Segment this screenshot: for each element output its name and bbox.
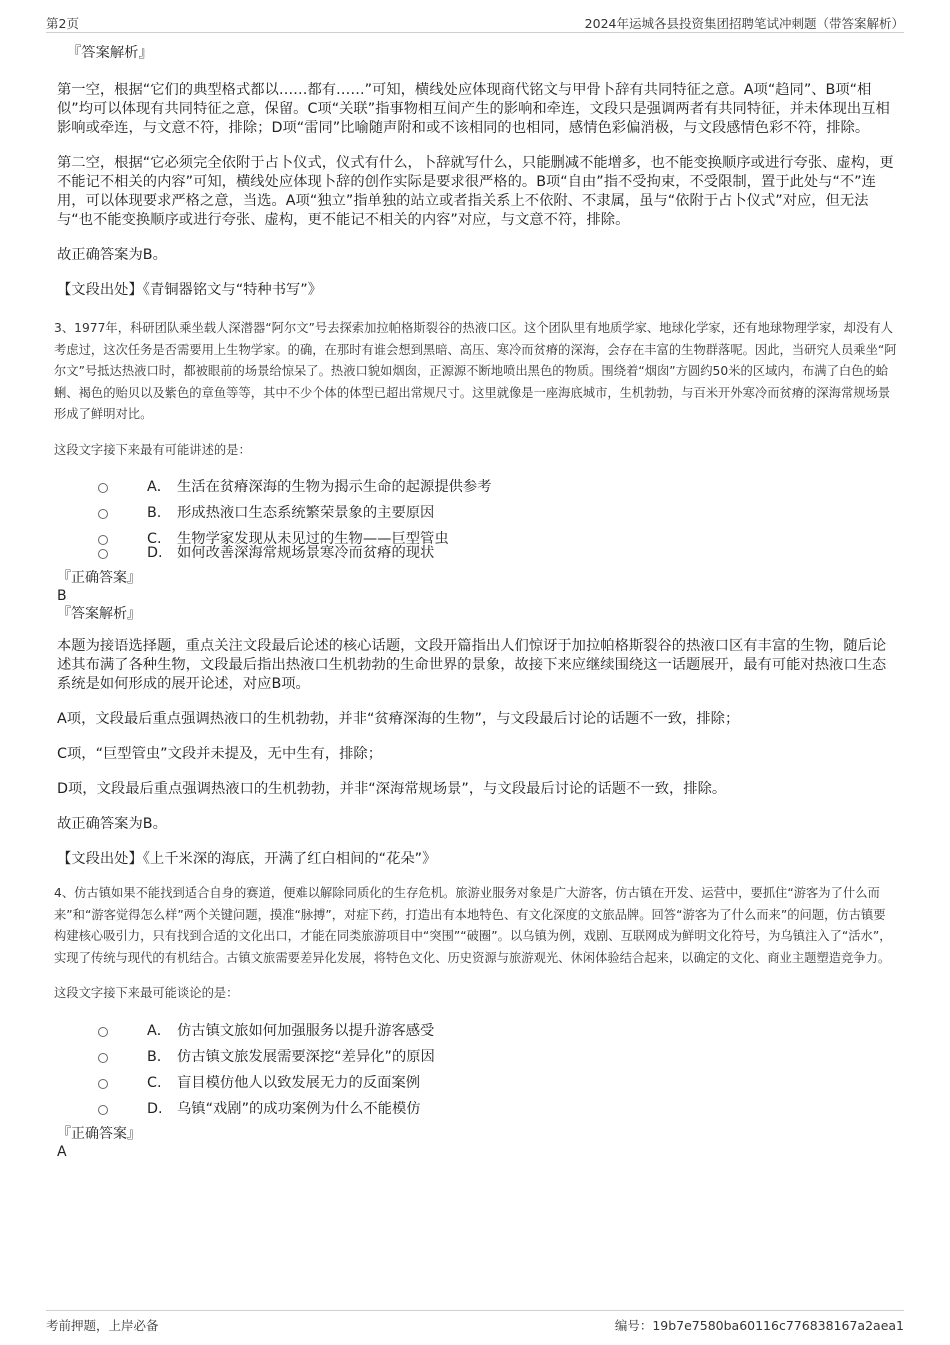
document-id: 编号：19b7e7580ba60116c776838167a2aea1: [614, 1318, 904, 1333]
page-footer: [46, 1310, 904, 1333]
question-passage: 4、仿古镇如果不能找到适合自身的赛道，便难以解除同质化的生存危机。旅游业服务对象是广大游客，仿古镇在开发、运营中，要抓住“游客为了什么而来”和“游客觉得怎么样”两个关键问题，摸准“脉搏”，对症下药，打造出有本地特色、有文化深度的文旅品牌。回答“游客为了什么而来”的问题，仿古镇要构建核心吸引力，只有找到合适的文化出口，才能在同类旅游项目中“突围”“破圈”。以乌镇为例，戏剧、互联网成为鲜明文化符号，为乌镇注入了“活水”，实现了传统与现代的有机结合。古镇文旅需要差异化发展，将特色文化、历史资源与旅游观光、休闲体验结合起来，以确定的文化、商业主题塑造竞争力。: [54, 886, 892, 965]
answer-value: A: [57, 1143, 67, 1160]
analysis-paragraph: 第一空，根据“它们的典型格式都以……都有……”可知，横线处应体现商代铭文与甲骨卜辞有共同特征之意。A项“趋同”、B项“相似”均可以体现有共同特征之意，保留。C项“关联”指事物相互间产生的影响和牵连，文段只是强调两者有共同特征，并未体现出互相影响或牵连，与文意不符，排除；D项“雷同”比喻随声附和或不该相同的也相同，感情色彩偏消极，与文段感情色彩不符，排除。: [57, 82, 890, 136]
source: 【文段出处】《上千米深的海底，开满了红白相间的“花朵”》: [57, 851, 437, 867]
question-prompt: 这段文字接下来最有可能讲述的是：: [54, 442, 251, 457]
options-list: [57, 1021, 897, 1125]
conclusion: 故正确答案为B。: [57, 247, 167, 263]
analysis-label: 『答案解析』: [57, 606, 141, 622]
option-a[interactable]: A． 仿古镇文旅如何加强服务以提升游客感受: [57, 1021, 897, 1047]
analysis-label: 『答案解析』: [67, 45, 153, 61]
radio-icon[interactable]: [98, 1079, 108, 1089]
options-list: [57, 477, 897, 569]
radio-icon[interactable]: [98, 509, 108, 519]
radio-icon[interactable]: [98, 483, 108, 493]
conclusion: 故正确答案为B。: [57, 816, 167, 832]
source: 【文段出处】《青铜器铭文与“特种书写”》: [57, 282, 323, 298]
question-passage: 3、1977年，科研团队乘坐载人深潜器“阿尔文”号去探索加拉帕格斯裂谷的热液口区。这个团队里有地质学家、地球化学家，还有地球物理学家，却没有人考虑过，这次任务是否需要用上生物学家。的确，在那时有谁会想到黑暗、高压、寒冷而贫瘠的深海，会存在丰富的生物群落呢。因此，当研究人员乘坐“阿尔文”号抵达热液口时，都被眼前的场景给惊呆了。热液口貌如烟囱，正源源不断地喷出黑色的物质。围绕着“烟囱”方圆约50米的区域内，布满了白色的蛤蜊、褐色的贻贝以及紫色的章鱼等等，其中不少个体的体型已超出常规尺寸。这里就像是一座海底城市，生机勃勃，与百米开外寒冷而贫瘠的深海常规场景形成了鲜明对比。: [54, 321, 897, 421]
option-d[interactable]: D. 乌镇“戏剧”的成功案例为什么不能模仿: [57, 1099, 897, 1125]
question-prompt: 这段文字接下来最可能谈论的是：: [54, 986, 239, 1000]
analysis-paragraph: D项，文段最后重点强调热液口的生机勃勃，并非“深海常规场景”，与文段最后讨论的话题不一致，排除。: [57, 781, 727, 797]
analysis-paragraph: 本题为接语选择题，重点关注文段最后论述的核心话题，文段开篇指出人们惊讶于加拉帕格斯裂谷的热液口区有丰富的生物，随后论述其布满了各种生物，文段最后指出热液口生机勃勃的生命世界的景象，故接下来应继续围绕这一话题展开，最有可能对热液口生态系统是如何形成的展开论述，对应B项。: [57, 638, 887, 692]
answer-label: 『正确答案』: [57, 1125, 141, 1142]
page-header: [46, 12, 904, 33]
analysis-paragraph: A项，文段最后重点强调热液口的生机勃勃，并非“贫瘠深海的生物”，与文段最后讨论的话题不一致，排除；: [57, 711, 740, 727]
answer-value: B: [57, 588, 67, 604]
radio-icon[interactable]: [98, 549, 108, 559]
analysis-paragraph: 第二空，根据“它必须完全依附于占卜仪式，仪式有什么，卜辞就写什么，只能删减不能增多，也不能变换顺序或进行夸张、虚构，更不能记不相关的内容”可知，横线处应体现卜辞的创作实际是要求很严格的。B项“自由”指不受拘束，不受限制，置于此处与“不”连用，可以体现要求严格之意，当选。A项“独立”指单独的站立或者指关系上不依附、不隶属，虽与“依附于占卜仪式”对应，但无法与“也不能变换顺序或进行夸张、虚构，更不能记不相关的内容”对应，与文意不符，排除。: [57, 155, 894, 228]
option-b[interactable]: B. 形成热液口生态系统繁荣景象的主要原因: [57, 503, 897, 529]
analysis-paragraph: C项，“巨型管虫”文段并未提及，无中生有，排除；: [57, 746, 383, 762]
option-c[interactable]: C. 生物学家发现从未见过的生物——巨型管虫: [57, 529, 897, 543]
option-a[interactable]: A． 生活在贫瘠深海的生物为揭示生命的起源提供参考: [57, 477, 897, 503]
radio-icon[interactable]: [98, 1105, 108, 1115]
page-number: 第2页: [46, 16, 79, 31]
footer-slogan: 考前押题，上岸必备: [46, 1318, 159, 1333]
document-body: [54, 44, 897, 1161]
radio-icon[interactable]: [98, 1053, 108, 1063]
answer-label: 『正确答案』: [57, 570, 141, 586]
document-title: 2024年运城各县投资集团招聘笔试冲刺题（带答案解析）: [584, 16, 904, 31]
option-d[interactable]: D. 如何改善深海常规场景寒冷而贫瘠的现状: [57, 543, 897, 569]
option-c[interactable]: C. 盲目模仿他人以致发展无力的反面案例: [57, 1073, 897, 1099]
radio-icon[interactable]: [98, 1027, 108, 1037]
option-b[interactable]: B. 仿古镇文旅发展需要深挖“差异化”的原因: [57, 1047, 897, 1073]
